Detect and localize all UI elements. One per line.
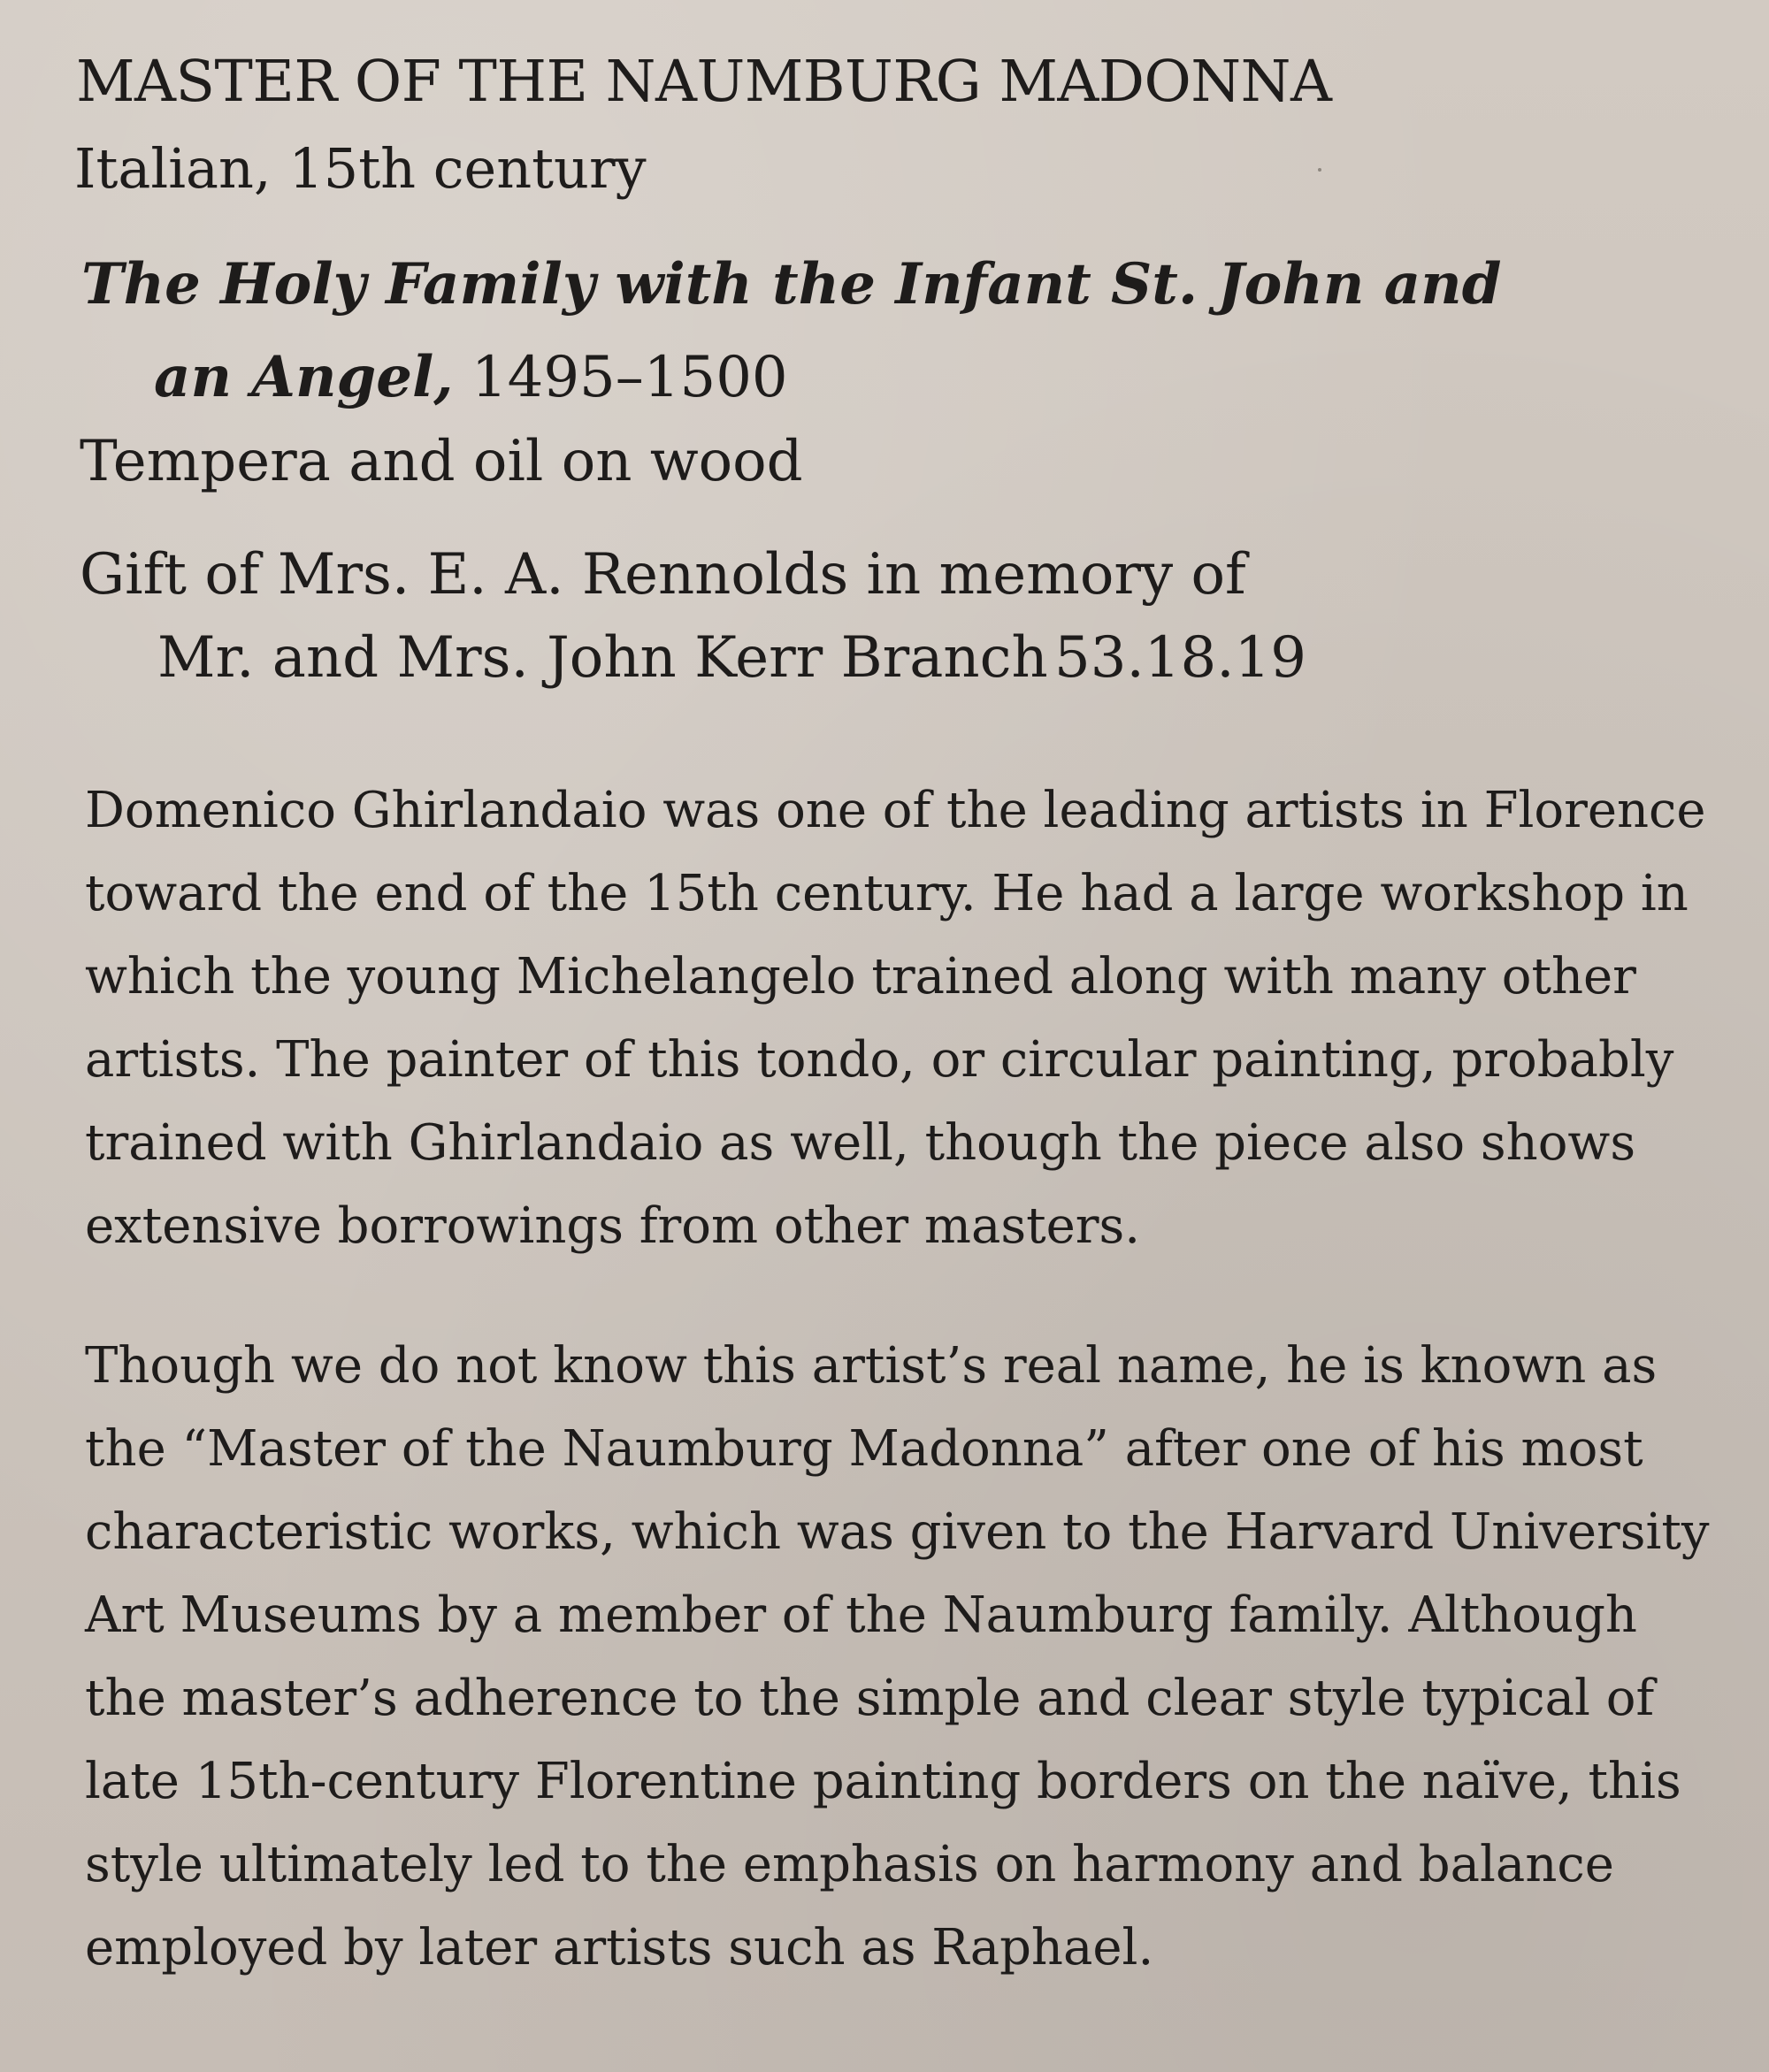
artwork-title-line-2: [154, 344, 788, 410]
artwork-title-line-1: The Holy Family with the Infant St. John and: [81, 251, 1502, 317]
artwork-title-end: an Angel,: [154, 344, 454, 410]
credit-line-2: Mr. and Mrs. John Kerr Branch: [157, 625, 1048, 691]
description-paragraph-1: [85, 769, 1748, 1268]
paragraph-line: late 15th-century Florentine painting borders on the naïve, this: [85, 1753, 1681, 1810]
paragraph-line: artists. The painter of this tondo, or circular painting, probably: [85, 1031, 1674, 1089]
paragraph-line: employed by later artists such as Raphael.: [85, 1919, 1154, 1976]
paragraph-line: style ultimately led to the emphasis on harmony and balance: [85, 1836, 1614, 1893]
artwork-medium: Tempera and oil on wood: [80, 429, 803, 494]
paragraph-line: Domenico Ghirlandaio was one of the leading artists in Florence: [85, 782, 1706, 839]
artist-nationality: Italian, 15th century: [74, 136, 647, 201]
artist-name: MASTER OF THE NAUMBURG MADONNA: [76, 49, 1332, 115]
paragraph-line: Though we do not know this artist’s real name, he is known as: [85, 1337, 1658, 1395]
paragraph-line: trained with Ghirlandaio as well, though the piece also shows: [85, 1114, 1636, 1172]
credit-line-1: Gift of Mrs. E. A. Rennolds in memory of: [80, 542, 1246, 608]
paragraph-line: extensive borrowings from other masters.: [85, 1197, 1141, 1255]
paragraph-line: which the young Michelangelo trained along with many other: [85, 948, 1636, 1005]
wall-speck: [1318, 168, 1321, 172]
paragraph-line: the “Master of the Naumburg Madonna” after one of his most: [85, 1420, 1643, 1478]
paragraph-line: the master’s adherence to the simple and clear style typical of: [85, 1670, 1655, 1727]
paragraph-line: characteristic works, which was given to the Harvard University: [85, 1503, 1710, 1561]
paragraph-line: Art Museums by a member of the Naumburg family. Although: [85, 1586, 1637, 1644]
artwork-date: 1495–1500: [471, 345, 788, 410]
description-paragraph-2: [85, 1325, 1748, 1990]
paragraph-line: toward the end of the 15th century. He had a large workshop in: [85, 865, 1689, 922]
accession-number: 53.18.19: [1054, 625, 1306, 691]
